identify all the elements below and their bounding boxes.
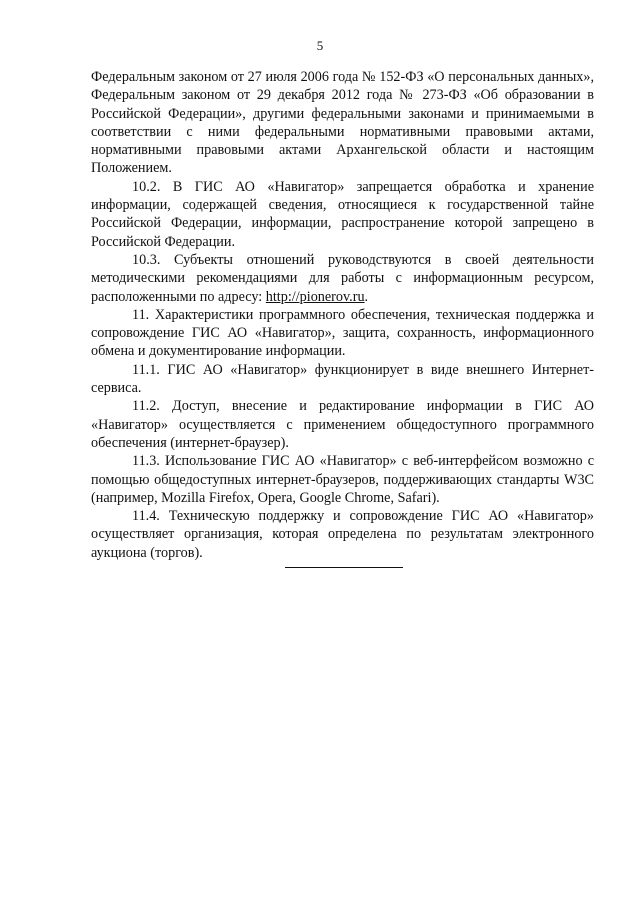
paragraph-11: 11. Характеристики программного обеспечения, техническая поддержка и сопровождение ГИС АО «Навигатор», защита, сохранность, информационного обмена и документирование информации. [91, 306, 594, 360]
end-of-document-rule [285, 567, 403, 568]
paragraph-continuation: Федеральным законом от 27 июля 2006 года № 152-ФЗ «О персональных данных», Федеральным законом от 29 декабря 2012 года № 273-ФЗ «Об образовании в Российской Федерации», другими федеральными законами и принимаемыми в соответствии с ними федеральными нормативными правовыми актами, нормативными правовыми актами Архангельской области и настоящим Положением. [91, 69, 594, 177]
paragraph-10-3-text: 10.3. Субъекты отношений руководствуются в своей деятельности методическими рекомендациями для работы с информационным ресурсом, расположенными по адресу: [91, 251, 594, 305]
paragraph-10-2: 10.2. В ГИС АО «Навигатор» запрещается обработка и хранение информации, содержащей сведения, относящиеся к государственной тайне Российской Федерации, информации, распространение которой запрещено в Российской Федерации. [91, 178, 594, 250]
page-number: 5 [316, 38, 324, 53]
paragraph-11-4: 11.4. Техническую поддержку и сопровождение ГИС АО «Навигатор» осуществляет организация, которая определена по результатам электронного аукциона (торгов). [91, 508, 594, 561]
pionerov-link[interactable]: http://pionerov.ru [265, 288, 365, 305]
paragraph-11-2: 11.2. Доступ, внесение и редактирование информации в ГИС АО «Навигатор» осуществляется с применением общедоступного программного обеспечения (интернет-браузер). [91, 398, 594, 451]
paragraph-10-3 [91, 251, 594, 306]
document-body [91, 68, 594, 562]
paragraph-10-3-end: . [364, 288, 369, 305]
paragraph-11-1: 11.1. ГИС АО «Навигатор» функционирует в виде внешнего Интернет-сервиса. [91, 361, 594, 397]
paragraph-11-3: 11.3. Использование ГИС АО «Навигатор» с веб-интерфейсом возможно с помощью общедоступных интернет-браузеров, поддерживающих стандарты W3C (например, Mozilla Firefox, Opera, Google Chrome, Safari). [91, 453, 594, 506]
